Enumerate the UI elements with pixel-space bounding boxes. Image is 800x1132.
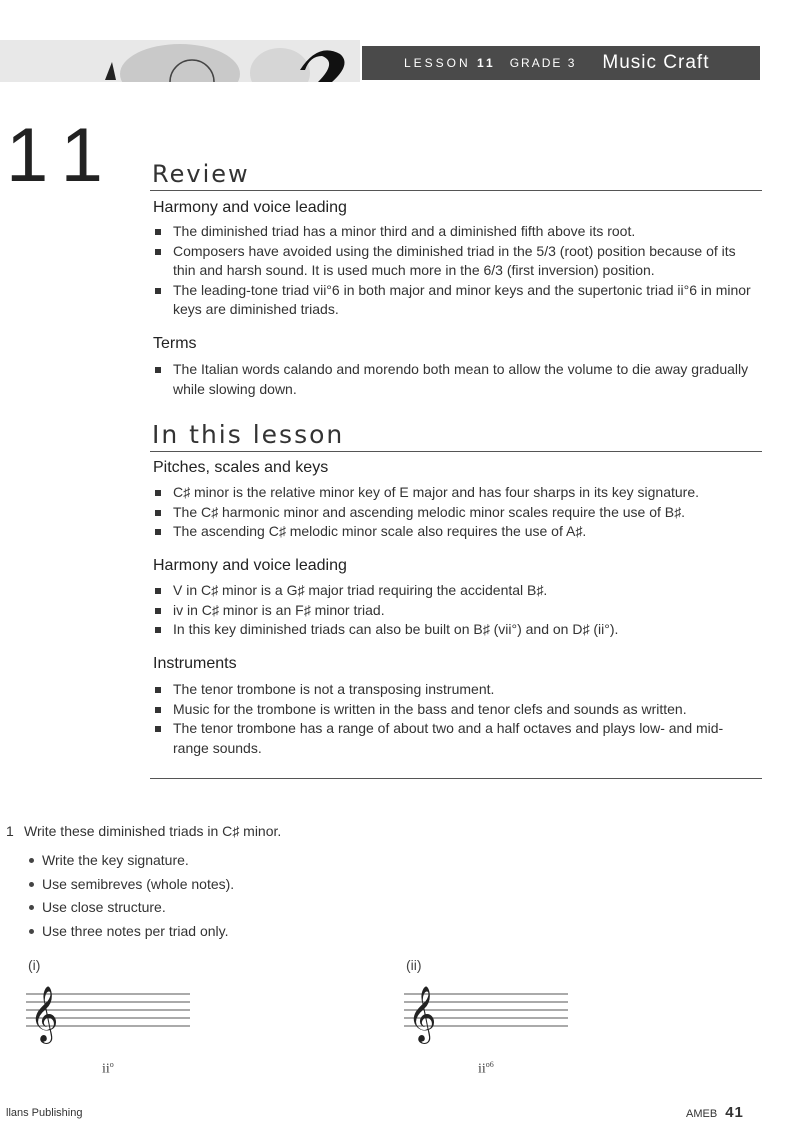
- page-footer: AMEB 41: [686, 1104, 744, 1121]
- list-item: Use close structure.: [28, 896, 234, 920]
- lesson-end-rule: [150, 778, 762, 779]
- list-item: Write the key signature.: [28, 849, 234, 873]
- list-item: The ascending C♯ melodic minor scale also requires the use of A♯.: [154, 522, 760, 542]
- list-item: The tenor trombone has a range of about two and a half octaves and plays low- and mid-range sounds.: [154, 719, 758, 758]
- terms-heading: Terms: [153, 335, 197, 352]
- header-artwork: [0, 40, 360, 82]
- lesson-big-number: 11: [6, 113, 121, 198]
- treble-clef-icon: 𝄞: [30, 986, 59, 1042]
- review-title: Review: [152, 160, 250, 188]
- terms-list: [154, 360, 754, 399]
- list-item: In this key diminished triads can also be built on B♯ (vii°) and on D♯ (ii°).: [154, 620, 754, 640]
- instruments-list: [154, 680, 758, 758]
- publisher-footer: llans Publishing: [6, 1107, 83, 1119]
- review-harmony-heading: Harmony and voice leading: [153, 199, 347, 216]
- chord-label-i: $ii^o$: [102, 1060, 114, 1077]
- list-item: Composers have avoided using the diminished triad in the 5/3 (root) position because of its thin and harsh sound. It is used much more in the 6/3 (first inversion) position.: [154, 242, 754, 281]
- lesson-harmony-list: [154, 581, 754, 640]
- staff-ii[interactable]: [404, 984, 570, 1044]
- review-harmony-list: [154, 222, 754, 320]
- part-i-label: (i): [28, 957, 41, 973]
- instruments-heading: Instruments: [153, 655, 237, 672]
- subject-label: Music Craft: [602, 52, 710, 73]
- exercise-number: 1: [6, 823, 14, 839]
- list-item: Use semibreves (whole notes).: [28, 873, 234, 897]
- exercise-steps: [28, 849, 234, 943]
- list-item: The diminished triad has a minor third and a diminished fifth above its root.: [154, 222, 754, 242]
- header-banner: [362, 46, 760, 80]
- treble-clef-icon: 𝄞: [408, 986, 437, 1042]
- review-rule: [150, 190, 762, 191]
- pitches-heading: Pitches, scales and keys: [153, 459, 329, 476]
- part-ii-label: (ii): [406, 957, 422, 973]
- list-item: The C♯ harmonic minor and ascending melodic minor scales require the use of B♯.: [154, 503, 760, 523]
- lesson-harmony-heading: Harmony and voice leading: [153, 557, 347, 574]
- list-item: V in C♯ minor is a G♯ major triad requiring the accidental B♯.: [154, 581, 754, 601]
- grade-label: GRADE 3: [509, 56, 577, 70]
- lesson-title: In this lesson: [152, 420, 345, 449]
- lesson-rule: [150, 451, 762, 452]
- exercise-instruction: Write these diminished triads in C♯ minor.: [24, 823, 282, 839]
- list-item: The Italian words calando and morendo both mean to allow the volume to die away gradually while slowing down.: [154, 360, 754, 399]
- list-item: The tenor trombone is not a transposing instrument.: [154, 680, 758, 700]
- list-item: C♯ minor is the relative minor key of E major and has four sharps in its key signature.: [154, 483, 760, 503]
- chord-label-ii: $ii^{o6}$: [478, 1060, 494, 1077]
- list-item: Use three notes per triad only.: [28, 920, 234, 944]
- pitches-list: [154, 483, 760, 542]
- list-item: Music for the trombone is written in the bass and tenor clefs and sounds as written.: [154, 700, 758, 720]
- staff-i[interactable]: [26, 984, 192, 1044]
- list-item: iv in C♯ minor is an F♯ minor triad.: [154, 601, 754, 621]
- lesson-label: LESSON 11: [404, 56, 496, 70]
- list-item: The leading-tone triad vii°6 in both major and minor keys and the supertonic triad ii°6 in minor keys are diminished triads.: [154, 281, 754, 320]
